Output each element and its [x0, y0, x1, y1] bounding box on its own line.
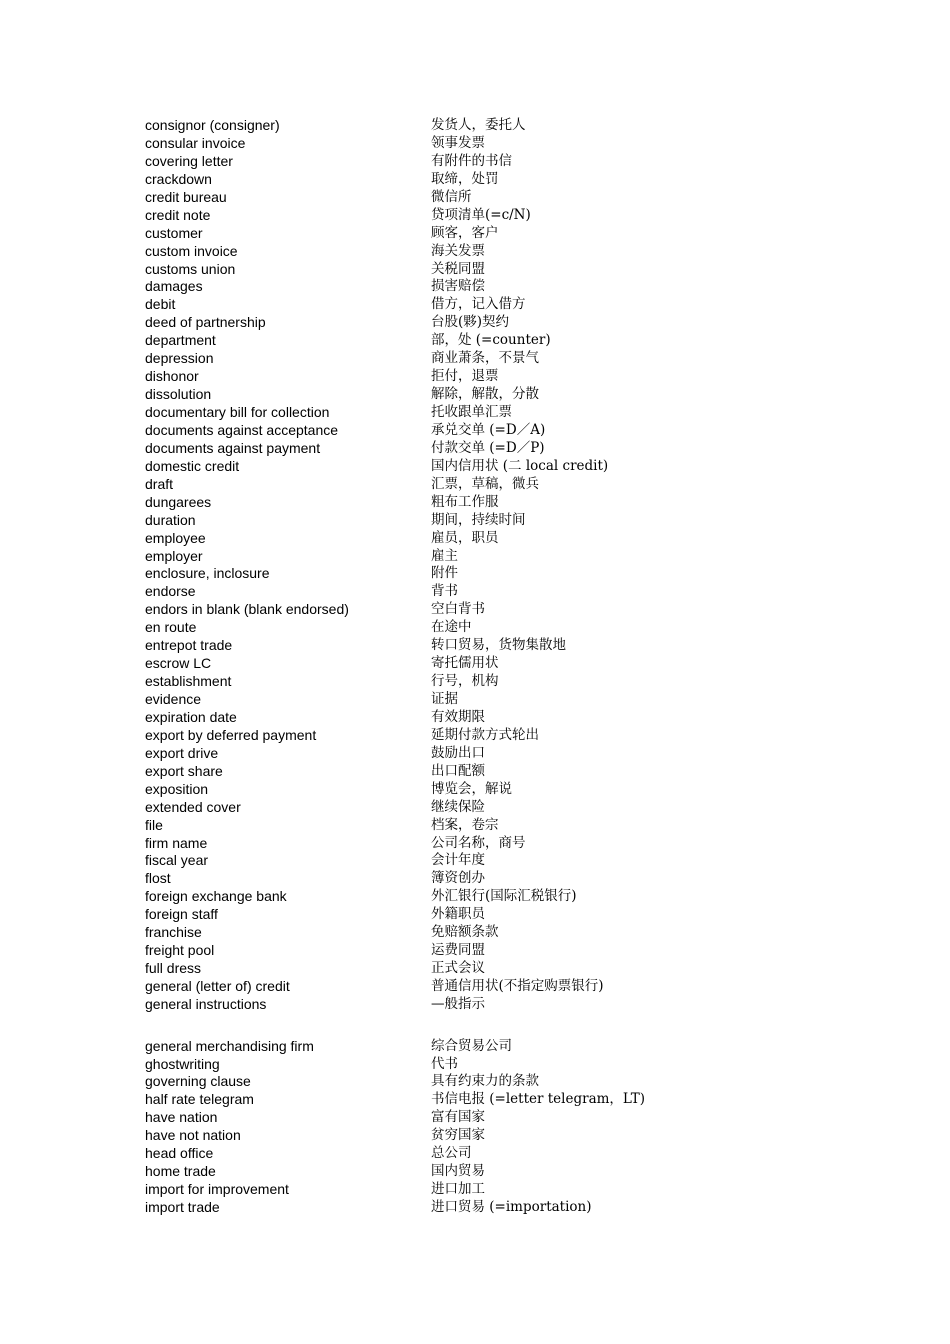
entry-term: freight pool	[145, 942, 215, 959]
entry-translation: 贫穷国家	[431, 1127, 485, 1144]
entry-term: employer	[145, 547, 203, 564]
entry-translation: 国内贸易	[431, 1163, 485, 1180]
entry-translation: 贷项清单(=c/N)	[431, 206, 531, 223]
entry-term: home trade	[145, 1163, 216, 1180]
entry-translation: 书信电报 (=letter telegram，LT)	[431, 1091, 646, 1108]
entry-translation: 会计年度	[431, 852, 485, 869]
glossary-entry	[0, 225, 950, 243]
entry-translation: 顾客，客户	[431, 224, 499, 241]
glossary-entry	[0, 548, 950, 566]
glossary-entry	[0, 440, 950, 458]
glossary-entry	[0, 978, 950, 996]
entry-term: head office	[145, 1145, 214, 1162]
entry-term: evidence	[145, 691, 202, 707]
entry-term: credit note	[145, 206, 211, 223]
glossary-entry	[0, 458, 950, 476]
glossary-entry	[0, 852, 950, 870]
entry-translation: 总公司	[431, 1145, 472, 1162]
glossary-entry	[0, 781, 950, 799]
entry-term: customs union	[145, 260, 236, 277]
entry-term: debit	[145, 296, 176, 313]
entry-translation: 拒付，退票	[431, 368, 499, 385]
glossary-entry	[0, 314, 950, 332]
entry-term: export drive	[145, 744, 219, 761]
glossary-entry	[0, 691, 950, 709]
glossary-entry	[0, 422, 950, 440]
glossary-entry	[0, 1091, 950, 1109]
glossary-entry	[0, 350, 950, 368]
glossary-entry	[0, 924, 950, 942]
glossary-entry	[0, 153, 950, 171]
entry-term: expiration date	[145, 708, 237, 725]
entry-term: exposition	[145, 780, 209, 797]
glossary-entry	[0, 171, 950, 189]
entry-translation: 雇主	[431, 547, 458, 564]
glossary-entry	[0, 727, 950, 745]
entry-term: duration	[145, 511, 196, 528]
glossary-entry	[0, 745, 950, 763]
entry-term: dissolution	[145, 386, 212, 403]
entry-term: have not nation	[145, 1127, 241, 1144]
entry-term: foreign exchange bank	[145, 888, 287, 905]
entry-term: foreign staff	[145, 906, 218, 923]
entry-translation: 承兑交单 (=D／A)	[431, 421, 546, 438]
entry-term: franchise	[145, 924, 202, 941]
entry-translation: 寄托儒用状	[431, 655, 499, 672]
entry-translation: 关税同盟	[431, 260, 485, 277]
entry-term: establishment	[145, 673, 232, 690]
glossary-entry	[0, 189, 950, 207]
entry-translation: 托收跟单汇票	[431, 404, 512, 420]
glossary-entry	[0, 637, 950, 655]
glossary-entry	[0, 1127, 950, 1145]
glossary-entry	[0, 1073, 950, 1091]
glossary-entry	[0, 332, 950, 350]
entry-translation: 微信所	[431, 188, 472, 205]
entry-term: export by deferred payment	[145, 726, 317, 743]
glossary-entry	[0, 476, 950, 494]
entry-translation: 海关发票	[431, 242, 485, 259]
glossary-entry	[0, 601, 950, 619]
entry-term: entrepot trade	[145, 637, 233, 654]
glossary-entry	[0, 261, 950, 279]
entry-term: documentary bill for collection	[145, 404, 330, 420]
entry-term: extended cover	[145, 798, 241, 815]
entry-translation: 发货人，委托人	[431, 117, 526, 133]
entry-translation: 期间，持续时间	[431, 511, 526, 528]
glossary-entry	[0, 763, 950, 781]
entry-term: have nation	[145, 1109, 218, 1126]
entry-translation: 付款交单 (=D／P)	[431, 439, 545, 456]
entry-translation: 延期付款方式轮出	[431, 726, 539, 743]
glossary-entry	[0, 1181, 950, 1199]
glossary-list	[0, 117, 950, 1217]
entry-translation: 证据	[431, 691, 458, 707]
entry-translation: 出口配额	[431, 762, 485, 779]
entry-translation: 领事发票	[431, 134, 485, 151]
entry-term: depression	[145, 350, 214, 367]
entry-term: endorse	[145, 583, 196, 600]
entry-term: damages	[145, 278, 203, 295]
glossary-entry	[0, 835, 950, 853]
entry-translation: 档案，卷宗	[431, 816, 499, 833]
entry-translation: 商业萧条，不景气	[431, 350, 539, 367]
entry-translation: 背书	[431, 583, 458, 600]
entry-translation: 外汇银行(国际汇税银行)	[431, 888, 577, 905]
entry-translation: 博览会，解说	[431, 780, 512, 797]
entry-translation: 有效期限	[431, 708, 485, 725]
entry-translation: 公司名称，商号	[431, 834, 526, 851]
glossary-entry	[0, 296, 950, 314]
entry-term: general merchandising firm	[145, 1037, 314, 1054]
glossary-entry	[0, 996, 950, 1014]
glossary-entry	[0, 1199, 950, 1217]
entry-translation: 簿资创办	[431, 870, 485, 887]
entry-term: dishonor	[145, 368, 199, 385]
entry-term: customer	[145, 224, 203, 241]
entry-term: domestic credit	[145, 457, 240, 474]
glossary-entry	[0, 278, 950, 296]
entry-translation: 进口贸易 (=importation)	[431, 1199, 592, 1215]
glossary-entry	[0, 1109, 950, 1127]
entry-translation: 空白背书	[431, 601, 485, 618]
glossary-entry	[0, 207, 950, 225]
entry-translation: 免赔额条款	[431, 924, 499, 941]
entry-translation: 在途中	[431, 619, 472, 636]
glossary-entry	[0, 673, 950, 691]
glossary-entry	[0, 368, 950, 386]
entry-term: en route	[145, 619, 197, 636]
glossary-entry	[0, 906, 950, 924]
glossary-entry	[0, 1056, 950, 1074]
entry-term: import trade	[145, 1199, 220, 1215]
glossary-entry	[0, 530, 950, 548]
entry-translation: 鼓励出口	[431, 744, 485, 761]
entry-term: general (letter of) credit	[145, 978, 290, 994]
entry-term: import for improvement	[145, 1181, 289, 1198]
entry-term: covering letter	[145, 152, 233, 169]
entry-term: governing clause	[145, 1073, 251, 1090]
entry-translation: 外籍职员	[431, 906, 485, 923]
glossary-entry	[0, 565, 950, 583]
entry-term: draft	[145, 475, 174, 492]
glossary-entry	[0, 1145, 950, 1163]
glossary-entry	[0, 960, 950, 978]
entry-translation: 部，处 (=counter)	[431, 332, 551, 349]
entry-term: deed of partnership	[145, 314, 266, 331]
entry-term: department	[145, 332, 216, 349]
entry-term: credit bureau	[145, 188, 227, 205]
entry-term: custom invoice	[145, 242, 238, 259]
glossary-entry	[0, 1038, 950, 1056]
glossary-entry	[0, 243, 950, 261]
entry-translation: 有附件的书信	[431, 152, 512, 169]
entry-term: fiscal year	[145, 852, 209, 869]
entry-translation: 取缔，处罚	[431, 170, 499, 187]
entry-translation: 雇员，职员	[431, 529, 499, 546]
glossary-entry	[0, 583, 950, 601]
glossary-entry	[0, 619, 950, 637]
glossary-entry	[0, 494, 950, 512]
entry-translation: 综合贸易公司	[431, 1037, 512, 1054]
entry-translation: —般指示	[431, 995, 485, 1012]
entry-translation: 行号，机构	[431, 673, 499, 690]
entry-term: half rate telegram	[145, 1091, 254, 1108]
entry-translation: 富有国家	[431, 1109, 485, 1126]
glossary-entry	[0, 942, 950, 960]
entry-term: firm name	[145, 834, 208, 851]
glossary-entry	[0, 888, 950, 906]
entry-term: export share	[145, 762, 223, 779]
entry-translation: 损害赔偿	[431, 278, 485, 295]
entry-term: consignor (consigner)	[145, 117, 280, 133]
glossary-entry	[0, 386, 950, 404]
glossary-entry	[0, 135, 950, 153]
glossary-entry	[0, 117, 950, 135]
entry-translation: 汇票，草稿，微兵	[431, 475, 539, 492]
glossary-entry	[0, 404, 950, 422]
entry-term: documents against acceptance	[145, 421, 339, 438]
entry-term: ghostwriting	[145, 1055, 220, 1072]
entry-translation: 继续保险	[431, 798, 485, 815]
entry-translation: 台股(夥)契约	[431, 314, 510, 331]
entry-term: endors in blank (blank endorsed)	[145, 601, 349, 618]
glossary-entry	[0, 799, 950, 817]
entry-translation: 具有约束力的条款	[431, 1073, 539, 1090]
entry-translation: 进口加工	[431, 1181, 485, 1198]
entry-translation: 附件	[431, 565, 458, 582]
entry-term: employee	[145, 529, 206, 546]
entry-term: general instructions	[145, 995, 267, 1012]
glossary-entry	[0, 817, 950, 835]
entry-translation: 普通信用状(不指定购票银行)	[431, 978, 604, 994]
entry-translation: 借方，记入借方	[431, 296, 526, 313]
entry-translation: 运费同盟	[431, 942, 485, 959]
glossary-entry	[0, 1163, 950, 1181]
entry-term: flost	[145, 870, 171, 887]
entry-term: crackdown	[145, 170, 212, 187]
entry-term: dungarees	[145, 493, 212, 510]
entry-term: documents against payment	[145, 439, 321, 456]
entry-translation: 转口贸易，货物集散地	[431, 637, 566, 654]
entry-term: consular invoice	[145, 134, 246, 151]
entry-term: full dress	[145, 960, 202, 977]
glossary-entry	[0, 870, 950, 888]
entry-translation: 粗布工作服	[431, 493, 499, 510]
glossary-entry	[0, 709, 950, 727]
entry-translation: 代书	[431, 1055, 458, 1072]
glossary-entry	[0, 512, 950, 530]
entry-translation: 正式会议	[431, 960, 485, 977]
glossary-entry	[0, 655, 950, 673]
entry-translation: 国内信用状 (二 local credit)	[431, 457, 609, 474]
entry-term: enclosure, inclosure	[145, 565, 270, 582]
entry-term: file	[145, 816, 163, 833]
entry-term: escrow LC	[145, 655, 212, 672]
entry-translation: 解除，解散，分散	[431, 386, 539, 403]
